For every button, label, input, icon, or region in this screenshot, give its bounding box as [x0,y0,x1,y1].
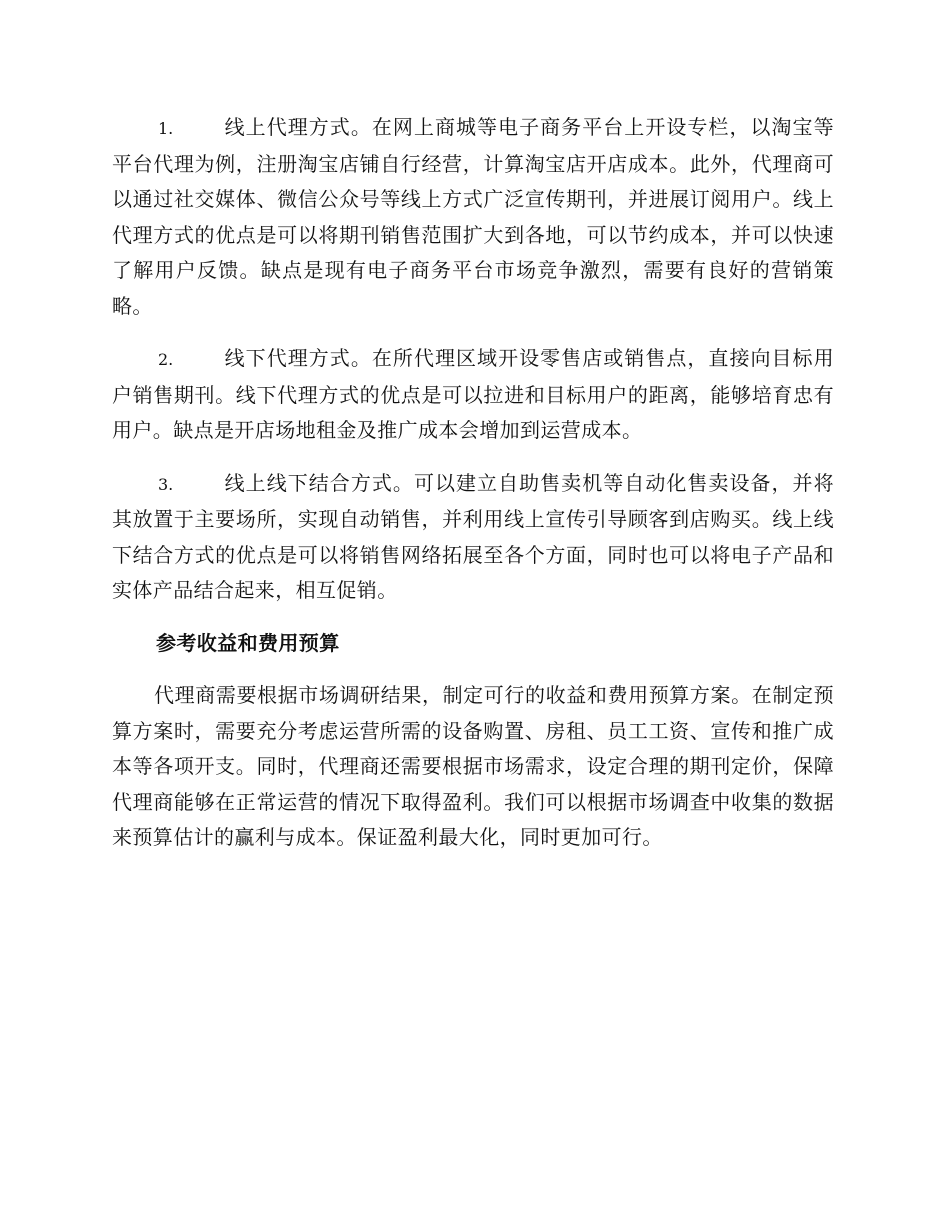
list-item-text: 线上代理方式。在网上商城等电子商务平台上开设专栏，以淘宝等平台代理为例，注册淘宝店铺自行经营，计算淘宝店开店成本。此外，代理商可以通过社交媒体、微信公众号等线上方式广泛宣传期刊，并进展订阅用户。线上代理方式的优点是可以将期刊销售范围扩大到各地，可以节约成本，并可以快速了解用户反馈。缺点是现有电子商务平台市场竞争激烈，需要有良好的营销策略。 [112,115,834,318]
list-item-online-agency [112,110,834,324]
list-item-offline-agency [112,341,834,449]
document-body [112,110,834,873]
list-number: 3. [158,474,174,494]
list-item-combined-agency [112,466,834,609]
list-item-text: 线下代理方式。在所代理区域开设零售店或销售点，直接向目标用户销售期刊。线下代理方式的优点是可以拉进和目标用户的距离，能够培育忠有用户。缺点是开店场地租金及推广成本会增加到运营成本。 [112,346,834,442]
section-body-paragraph: 代理商需要根据市场调研结果，制定可行的收益和费用预算方案。在制定预算方案时，需要充分考虑运营所需的设备购置、房租、员工工资、宣传和推广成本等各项开支。同时，代理商还需要根据市场需求，设定合理的期刊定价，保障代理商能够在正常运营的情况下取得盈利。我们可以根据市场调查中收集的数据来预算估计的赢利与成本。保证盈利最大化，同时更加可行。 [112,683,834,849]
list-item-text: 线上线下结合方式。可以建立自助售卖机等自动化售卖设备，并将其放置于主要场所，实现自动销售，并利用线上宣传引导顾客到店购买。线上线下结合方式的优点是可以将销售网络拓展至各个方面，同时也可以将电子产品和实体产品结合起来，相互促销。 [112,470,834,602]
section-heading: 参考收益和费用预算 [156,630,340,655]
list-number: 1. [158,119,174,138]
list-number: 2. [158,350,174,369]
